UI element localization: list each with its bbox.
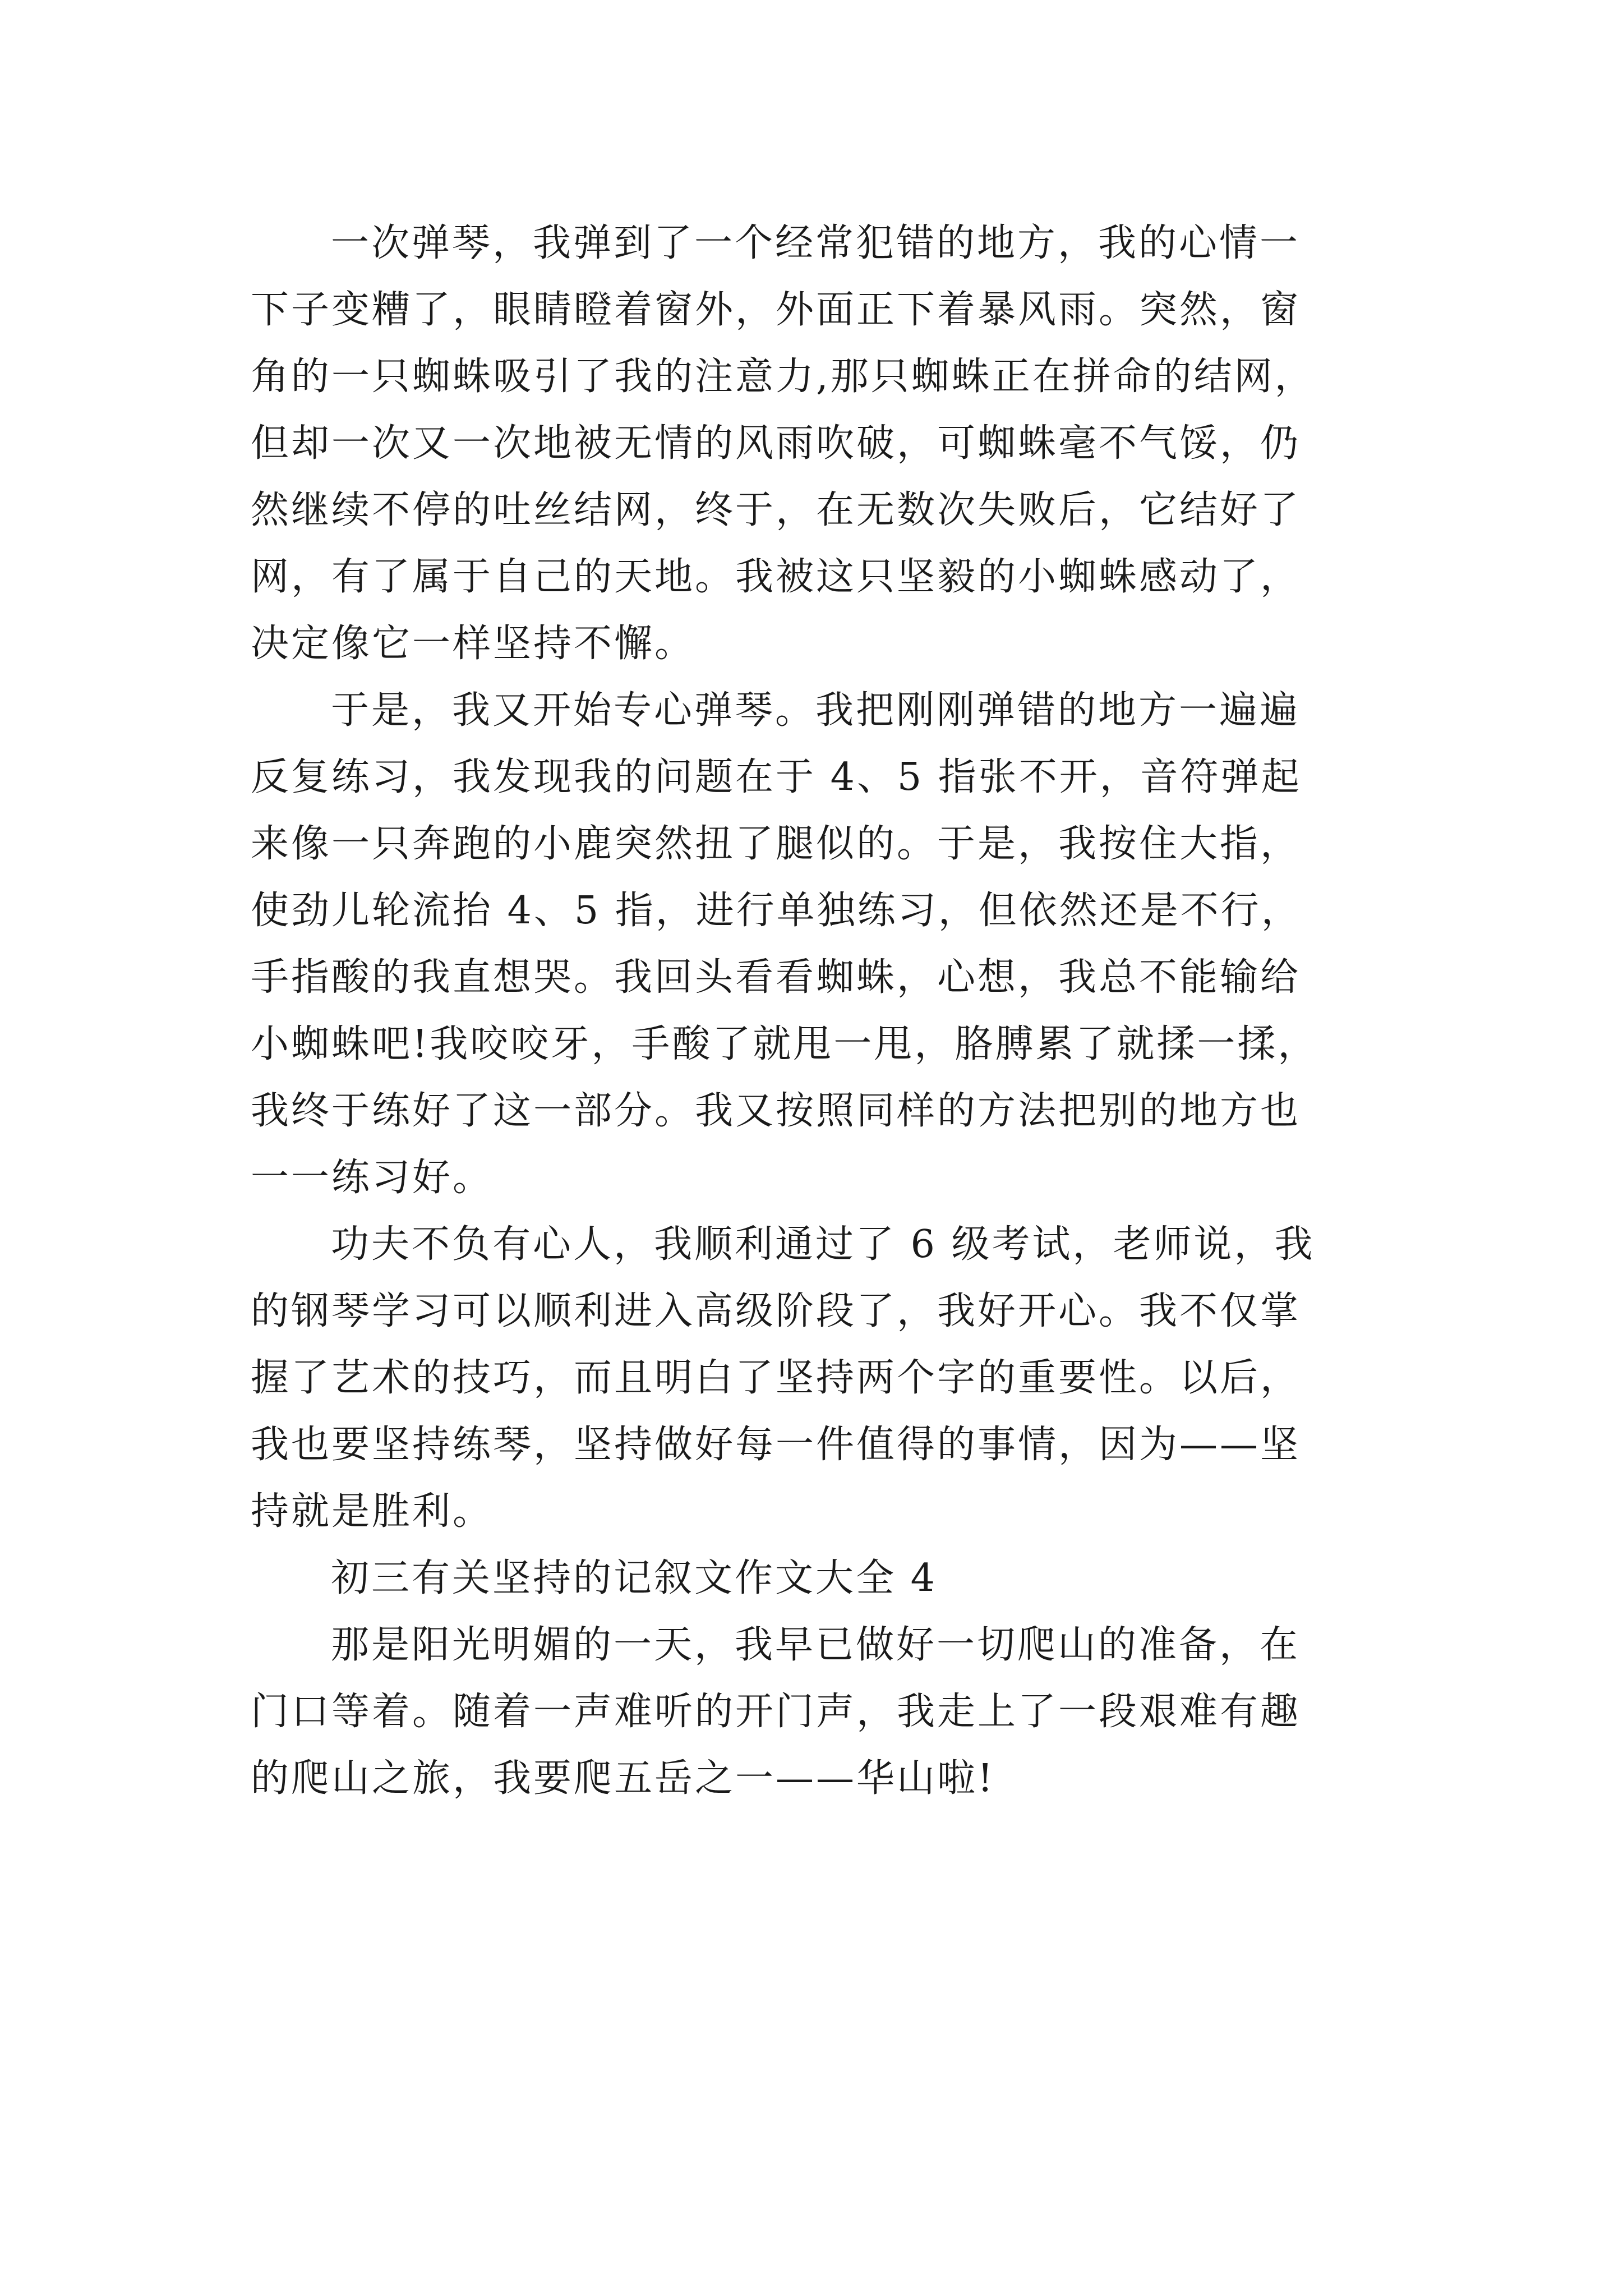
paragraph-line: 但却一次又一次地被无情的风雨吹破，可蜘蛛毫不气馁，仍	[251, 421, 1301, 466]
paragraph-line: 的爬山之旅，我要爬五岳之一——华山啦!	[251, 1756, 995, 1801]
paragraph-line: 的钢琴学习可以顺利进入高级阶段了，我好开心。我不仅掌	[251, 1289, 1301, 1333]
paragraph-line: 握了艺术的技巧，而且明白了坚持两个字的重要性。以后，	[251, 1356, 1301, 1400]
paragraph-line: 反复练习，我发现我的问题在于 4、5 指张不开，音符弹起	[251, 755, 1302, 799]
paragraph-line: 角的一只蜘蛛吸引了我的注意力,那只蜘蛛正在拼命的结网，	[251, 355, 1315, 399]
paragraph-line: 持就是胜利。	[251, 1489, 494, 1534]
paragraph-line: 我终于练好了这一部分。我又按照同样的方法把别的地方也	[251, 1089, 1301, 1133]
paragraph-line: 使劲儿轮流抬 4、5 指，进行单独练习，但依然还是不行，	[251, 889, 1302, 933]
paragraph-line: 手指酸的我直想哭。我回头看看蜘蛛，心想，我总不能输给	[251, 955, 1301, 1000]
paragraph-line: 下子变糟了，眼睛瞪着窗外，外面正下着暴风雨。突然，窗	[251, 288, 1301, 332]
paragraph-line: 一一练习好。	[251, 1156, 494, 1200]
paragraph-line: 网，有了属于自己的天地。我被这只坚毅的小蜘蛛感动了，	[251, 555, 1301, 599]
paragraph-line: 然继续不停的吐丝结网，终于，在无数次失败后，它结好了	[251, 488, 1301, 532]
paragraph-line: 小蜘蛛吧!我咬咬牙，手酸了就甩一甩，胳膊累了就揉一揉，	[251, 1022, 1318, 1066]
paragraph-line: 我也要坚持练琴，坚持做好每一件值得的事情，因为——坚	[251, 1423, 1301, 1467]
paragraph-line: 功夫不负有心人，我顺利通过了 6 级考试，老师说，我	[331, 1222, 1315, 1267]
paragraph-line: 那是阳光明媚的一天，我早已做好一切爬山的准备，在	[331, 1623, 1301, 1667]
paragraph-line: 决定像它一样坚持不懈。	[251, 622, 695, 666]
paragraph-line: 于是，我又开始专心弹琴。我把刚刚弹错的地方一遍遍	[331, 688, 1301, 733]
section-heading: 初三有关坚持的记叙文作文大全 4	[331, 1556, 937, 1600]
paragraph-line: 门口等着。随着一声难听的开门声，我走上了一段艰难有趣	[251, 1690, 1301, 1734]
paragraph-line: 一次弹琴，我弹到了一个经常犯错的地方，我的心情一	[331, 221, 1301, 265]
paragraph-line: 来像一只奔跑的小鹿突然扭了腿似的。于是，我按住大指，	[251, 822, 1301, 866]
